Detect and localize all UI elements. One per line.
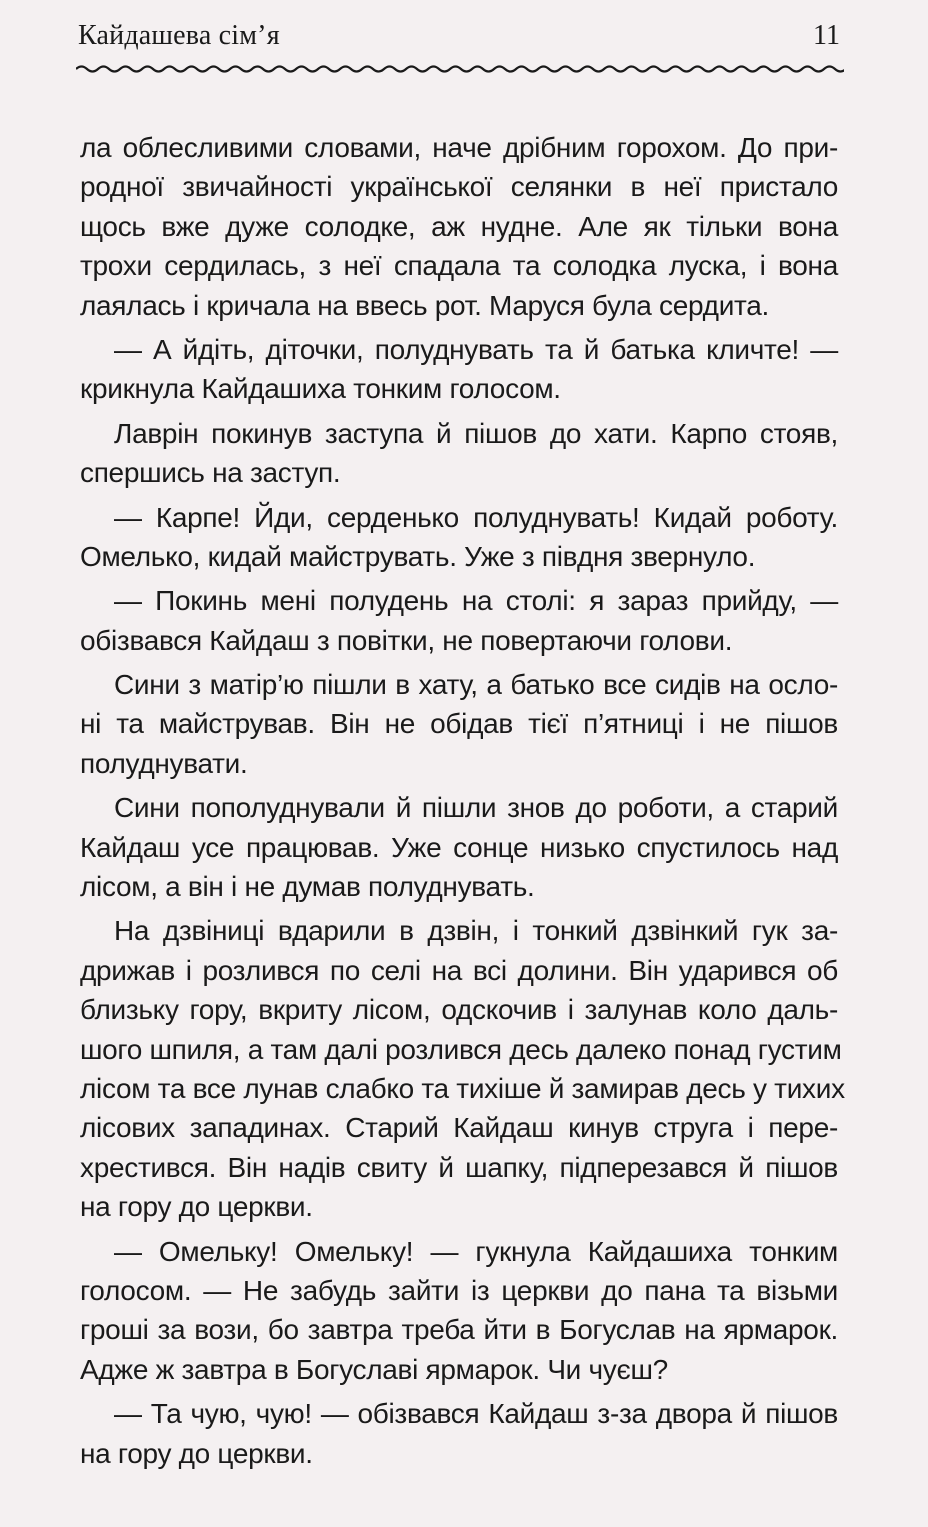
paragraph bbox=[80, 1232, 838, 1390]
text-line: на гору до церкви. bbox=[80, 1191, 313, 1223]
text-line: Кайдаш усе працював. Уже сонце низько спустилось над bbox=[80, 831, 838, 863]
paragraph bbox=[80, 581, 838, 660]
text-line: хрестився. Він надів свиту й шапку, підперезався й пішов bbox=[80, 1151, 838, 1183]
page-number: 11 bbox=[813, 20, 840, 51]
text-line: спершись на заступ. bbox=[80, 457, 341, 489]
text-line: — Омельку! Омельку! — гукнула Кайдашиха тонким bbox=[114, 1235, 838, 1267]
page-header bbox=[78, 18, 840, 58]
text-line: лісом, а він і не думав полуднувать. bbox=[80, 871, 535, 903]
text-line: лісових западинах. Старий Кайдаш кинув струга і пере- bbox=[80, 1112, 838, 1144]
paragraph bbox=[80, 665, 838, 783]
text-line: — А йдіть, діточки, полуднувать та й батька кличте! — bbox=[114, 333, 838, 365]
wavy-divider-ornament bbox=[76, 60, 844, 78]
text-line: Лаврін покинув заступа й пішов до хати. Карпо стояв, bbox=[114, 417, 838, 449]
text-line: крикнула Кайдашиха тонким голосом. bbox=[80, 373, 561, 405]
paragraph bbox=[80, 788, 838, 906]
text-line: гроші за вози, бо завтра треба йти в Богуслав на ярмарок. bbox=[80, 1314, 838, 1346]
text-line: трохи сердилась, з неї спадала та солодка луска, і вона bbox=[80, 250, 838, 282]
text-line: лаялась і кричала на ввесь рот. Маруся була сердита. bbox=[80, 289, 769, 321]
text-line: ла облесливими словами, наче дрібним горохом. До при- bbox=[80, 132, 838, 163]
text-line: обізвався Кайдаш з повітки, не повертаючи голови. bbox=[80, 624, 733, 656]
text-line: лісом та все лунав слабко та тихіше й замирав десь у тихих bbox=[80, 1072, 845, 1104]
text-line: близьку гору, вкриту лісом, одскочив і залунав коло даль- bbox=[80, 994, 838, 1026]
paragraph bbox=[80, 128, 838, 325]
text-line: шого шпиля, а там далі розлився десь далеко понад густим bbox=[80, 1033, 842, 1065]
body-text bbox=[80, 128, 845, 1473]
paragraph bbox=[80, 414, 838, 493]
text-line: голосом. — Не забудь зайти із церкви до пана та візьми bbox=[80, 1274, 838, 1306]
paragraph bbox=[80, 1394, 838, 1473]
text-line: — Покинь мені полудень на столі: я зараз прийду, — bbox=[114, 585, 838, 617]
text-line: ні та майстрував. Він не обідав тієї п’ятниці і не пішов bbox=[80, 708, 838, 740]
running-title: Кайдашева сім’я bbox=[78, 20, 280, 51]
text-line: родної звичайності української селянки в неї пристало bbox=[80, 171, 838, 203]
text-line: на гору до церкви. bbox=[80, 1437, 313, 1469]
text-line: На дзвіниці вдарили в дзвін, і тонкий дзвінкий гук за- bbox=[114, 915, 838, 947]
text-line: щось вже дуже солодке, аж нудне. Але як тільки вона bbox=[80, 210, 838, 242]
text-line: Сини з матір’ю пішли в хату, а батько все сидів на осло- bbox=[114, 669, 838, 701]
text-line: — Та чую, чую! — обізвався Кайдаш з-за двора й пішов bbox=[114, 1398, 838, 1430]
text-line: Адже ж завтра в Богуславі ярмарок. Чи чуєш? bbox=[80, 1353, 668, 1385]
paragraph bbox=[80, 911, 845, 1226]
paragraph bbox=[80, 498, 838, 577]
text-line: — Карпе! Йди, серденько полуднувать! Кидай роботу. bbox=[114, 501, 838, 533]
text-line: полуднувати. bbox=[80, 747, 248, 779]
text-line: дрижав і розлився по селі на всі долини. Він ударився об bbox=[80, 954, 838, 986]
text-line: Сини пополуднували й пішли знов до роботи, а старий bbox=[114, 792, 838, 824]
paragraph bbox=[80, 330, 838, 409]
text-line: Омелько, кидай майструвать. Уже з півдня звернуло. bbox=[80, 540, 756, 572]
